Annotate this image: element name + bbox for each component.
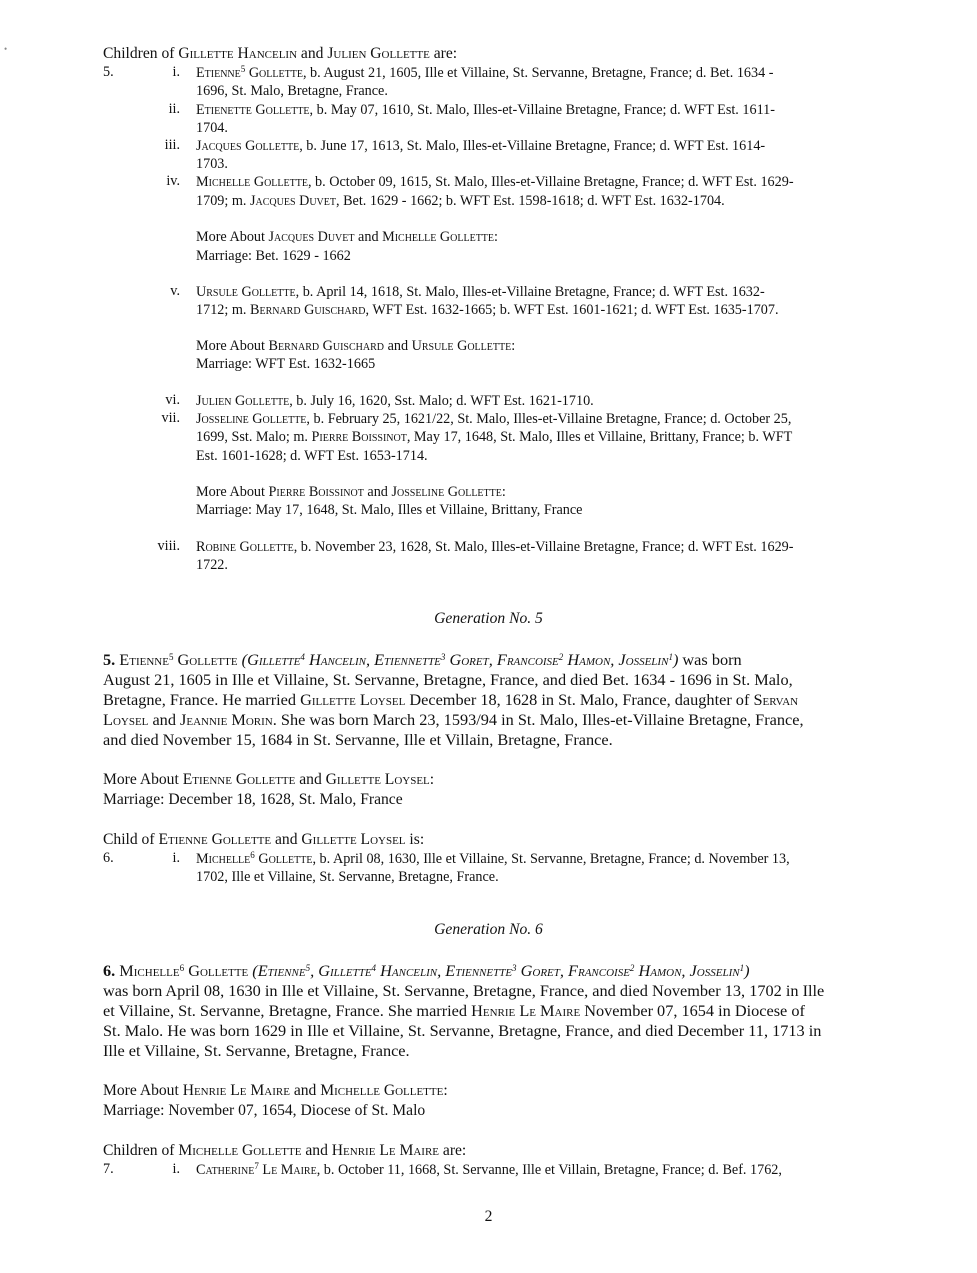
child-line: Etienette Gollette, b. May 07, 1610, St. Malo, Illes-et-Villaine Bretagne, France; d. WFT Est. 1611- [196,102,775,118]
page-number: 2 [484,1208,493,1225]
generation-6-heading: Generation No. 6 [434,921,543,938]
child-line: Robine Gollette, b. November 23, 1628, St. Malo, Illes-et-Villaine Bretagne, France; d. WFT Est. 1629- [196,539,794,555]
child-roman: vii. [161,410,180,426]
child-roman: v. [170,283,180,299]
child-roman: vi. [165,392,180,408]
child-line: 1704. [196,120,228,136]
child-line: Jacques Gollette, b. June 17, 1613, St. Malo, Illes-et-Villaine Bretagne, France; d. WFT Est. 1614- [196,138,766,154]
more-about-title: More About Bernard Guischard and Ursule Gollette: [196,338,516,354]
child-line: Julien Gollette, b. July 16, 1620, Sst. Malo; d. WFT Est. 1621-1710. [196,393,594,409]
child-roman: iii. [164,137,180,153]
child-roman: ii. [168,101,180,117]
child-roman: viii. [157,538,180,554]
michelle-bio-line: 6. Michelle$^6$ Gollette (Etienne$^5$, Gillette$^4$ Hancelin, Etiennette$^3$ Goret, Francoise$^2$ Hamon, Josselin$^1$) [103,961,750,980]
more-about-title: More About Jacques Duvet and Michelle Gollette: [196,229,498,245]
etienne-child-line: Michelle$^6$ Gollette, b. April 08, 1630, Ille et Villaine, St. Servanne, Bretagne, France; d. November 13, [196,850,790,867]
etienne-bio-line: Bretagne, France. He married Gillette Loysel December 18, 1628 in St. Malo, France, daughter of Servan [103,690,799,709]
child-line: 1709; m. Jacques Duvet, Bet. 1629 - 1662; b. WFT Est. 1598-1618; d. WFT Est. 1632-1704. [196,193,725,209]
child-line: Michelle Gollette, b. October 09, 1615, St. Malo, Illes-et-Villaine Bretagne, France; d. WFT Est. 1629- [196,174,794,190]
michelle-bio-line: St. Malo. He was born 1629 in Ille et Villaine, St. Servanne, Bretagne, France, and died December 11, 1713 in [103,1021,822,1040]
more-about-detail: Marriage: WFT Est. 1632-1665 [196,356,376,372]
scan-mark: • [4,44,8,54]
generation-5-heading: Generation No. 5 [434,610,543,627]
child-line: Josseline Gollette, b. February 25, 1621/22, St. Malo, Illes-et-Villaine Bretagne, France; d. October 25, [196,411,792,427]
etienne-more-about-title: More About Etienne Gollette and Gillette Loysel: [103,771,435,788]
etienne-child-roman: i. [172,850,180,866]
parent-number: 5. [103,64,114,80]
michelle-child-roman: i. [172,1161,180,1177]
etienne-bio-line: and died November 15, 1684 in St. Servanne, Ille et Villain, Bretagne, France. [103,730,613,749]
michelle-bio-line: was born April 08, 1630 in Ille et Villaine, St. Servanne, Bretagne, France, and died November 13, 1702 in Ille [103,981,825,1000]
child-line: 1696, St. Malo, Bretagne, France. [196,83,388,99]
michelle-children-heading: Children of Michelle Gollette and Henrie Le Maire are: [103,1142,467,1159]
child-line: Etienne$^5$ Gollette, b. August 21, 1605, Ille et Villaine, St. Servanne, Bretagne, France; d. Bet. 1634 - [196,64,774,81]
child-line: 1699, Sst. Malo; m. Pierre Boissinot, May 17, 1648, St. Malo, Illes et Villaine, Brittany, France; b. WFT [196,429,793,445]
child-roman: i. [172,64,180,80]
children-heading: Children of Gillette Hancelin and Julien Gollette are: [103,45,458,62]
etienne-bio-line: August 21, 1605 in Ille et Villaine, St. Servanne, Bretagne, France, and died Bet. 1634 - 1696 in St. Malo, [103,670,793,689]
more-about-detail: Marriage: Bet. 1629 - 1662 [196,248,351,264]
michelle-child-number: 7. [103,1161,114,1177]
child-line: 1703. [196,156,228,172]
michelle-child-line: Catherine$^7$ Le Maire, b. October 11, 1668, St. Servanne, Ille et Villain, Bretagne, France; d. Bef. 1762, [196,1161,782,1178]
child-line: Est. 1601-1628; d. WFT Est. 1653-1714. [196,448,428,464]
michelle-more-about-title: More About Henrie Le Maire and Michelle Gollette: [103,1082,448,1099]
michelle-bio-line: et Villaine, St. Servanne, Bretagne, France. She married Henrie Le Maire November 07, 1654 in Diocese of [103,1001,805,1020]
michelle-bio-line: Ille et Villaine, St. Servanne, Bretagne, France. [103,1041,410,1060]
michelle-more-about-detail: Marriage: November 07, 1654, Diocese of St. Malo [103,1102,426,1119]
etienne-child-line: 1702, Ille et Villaine, St. Servanne, Bretagne, France. [196,869,499,885]
child-roman: iv. [166,173,180,189]
etienne-bio-line: Loysel and Jeannie Morin. She was born March 23, 1593/94 in St. Malo, Illes-et-Villaine Bretagne, France, [103,710,804,729]
child-line: 1712; m. Bernard Guischard, WFT Est. 1632-1665; b. WFT Est. 1601-1621; d. WFT Est. 1635-1707. [196,302,779,318]
child-line: 1722. [196,557,228,573]
etienne-child-heading: Child of Etienne Gollette and Gillette Loysel is: [103,831,425,848]
etienne-bio-line: 5. Etienne$^5$ Gollette (Gillette$^4$ Hancelin, Etiennette$^3$ Goret, Francoise$^2$ Hamon, Josselin$^1$) was born [103,650,742,669]
etienne-more-about-detail: Marriage: December 18, 1628, St. Malo, France [103,791,403,808]
etienne-child-number: 6. [103,850,114,866]
more-about-detail: Marriage: May 17, 1648, St. Malo, Illes et Villaine, Brittany, France [196,502,583,518]
more-about-title: More About Pierre Boissinot and Josseline Gollette: [196,484,506,500]
child-line: Ursule Gollette, b. April 14, 1618, St. Malo, Illes-et-Villaine Bretagne, France; d. WFT Est. 1632- [196,284,765,300]
